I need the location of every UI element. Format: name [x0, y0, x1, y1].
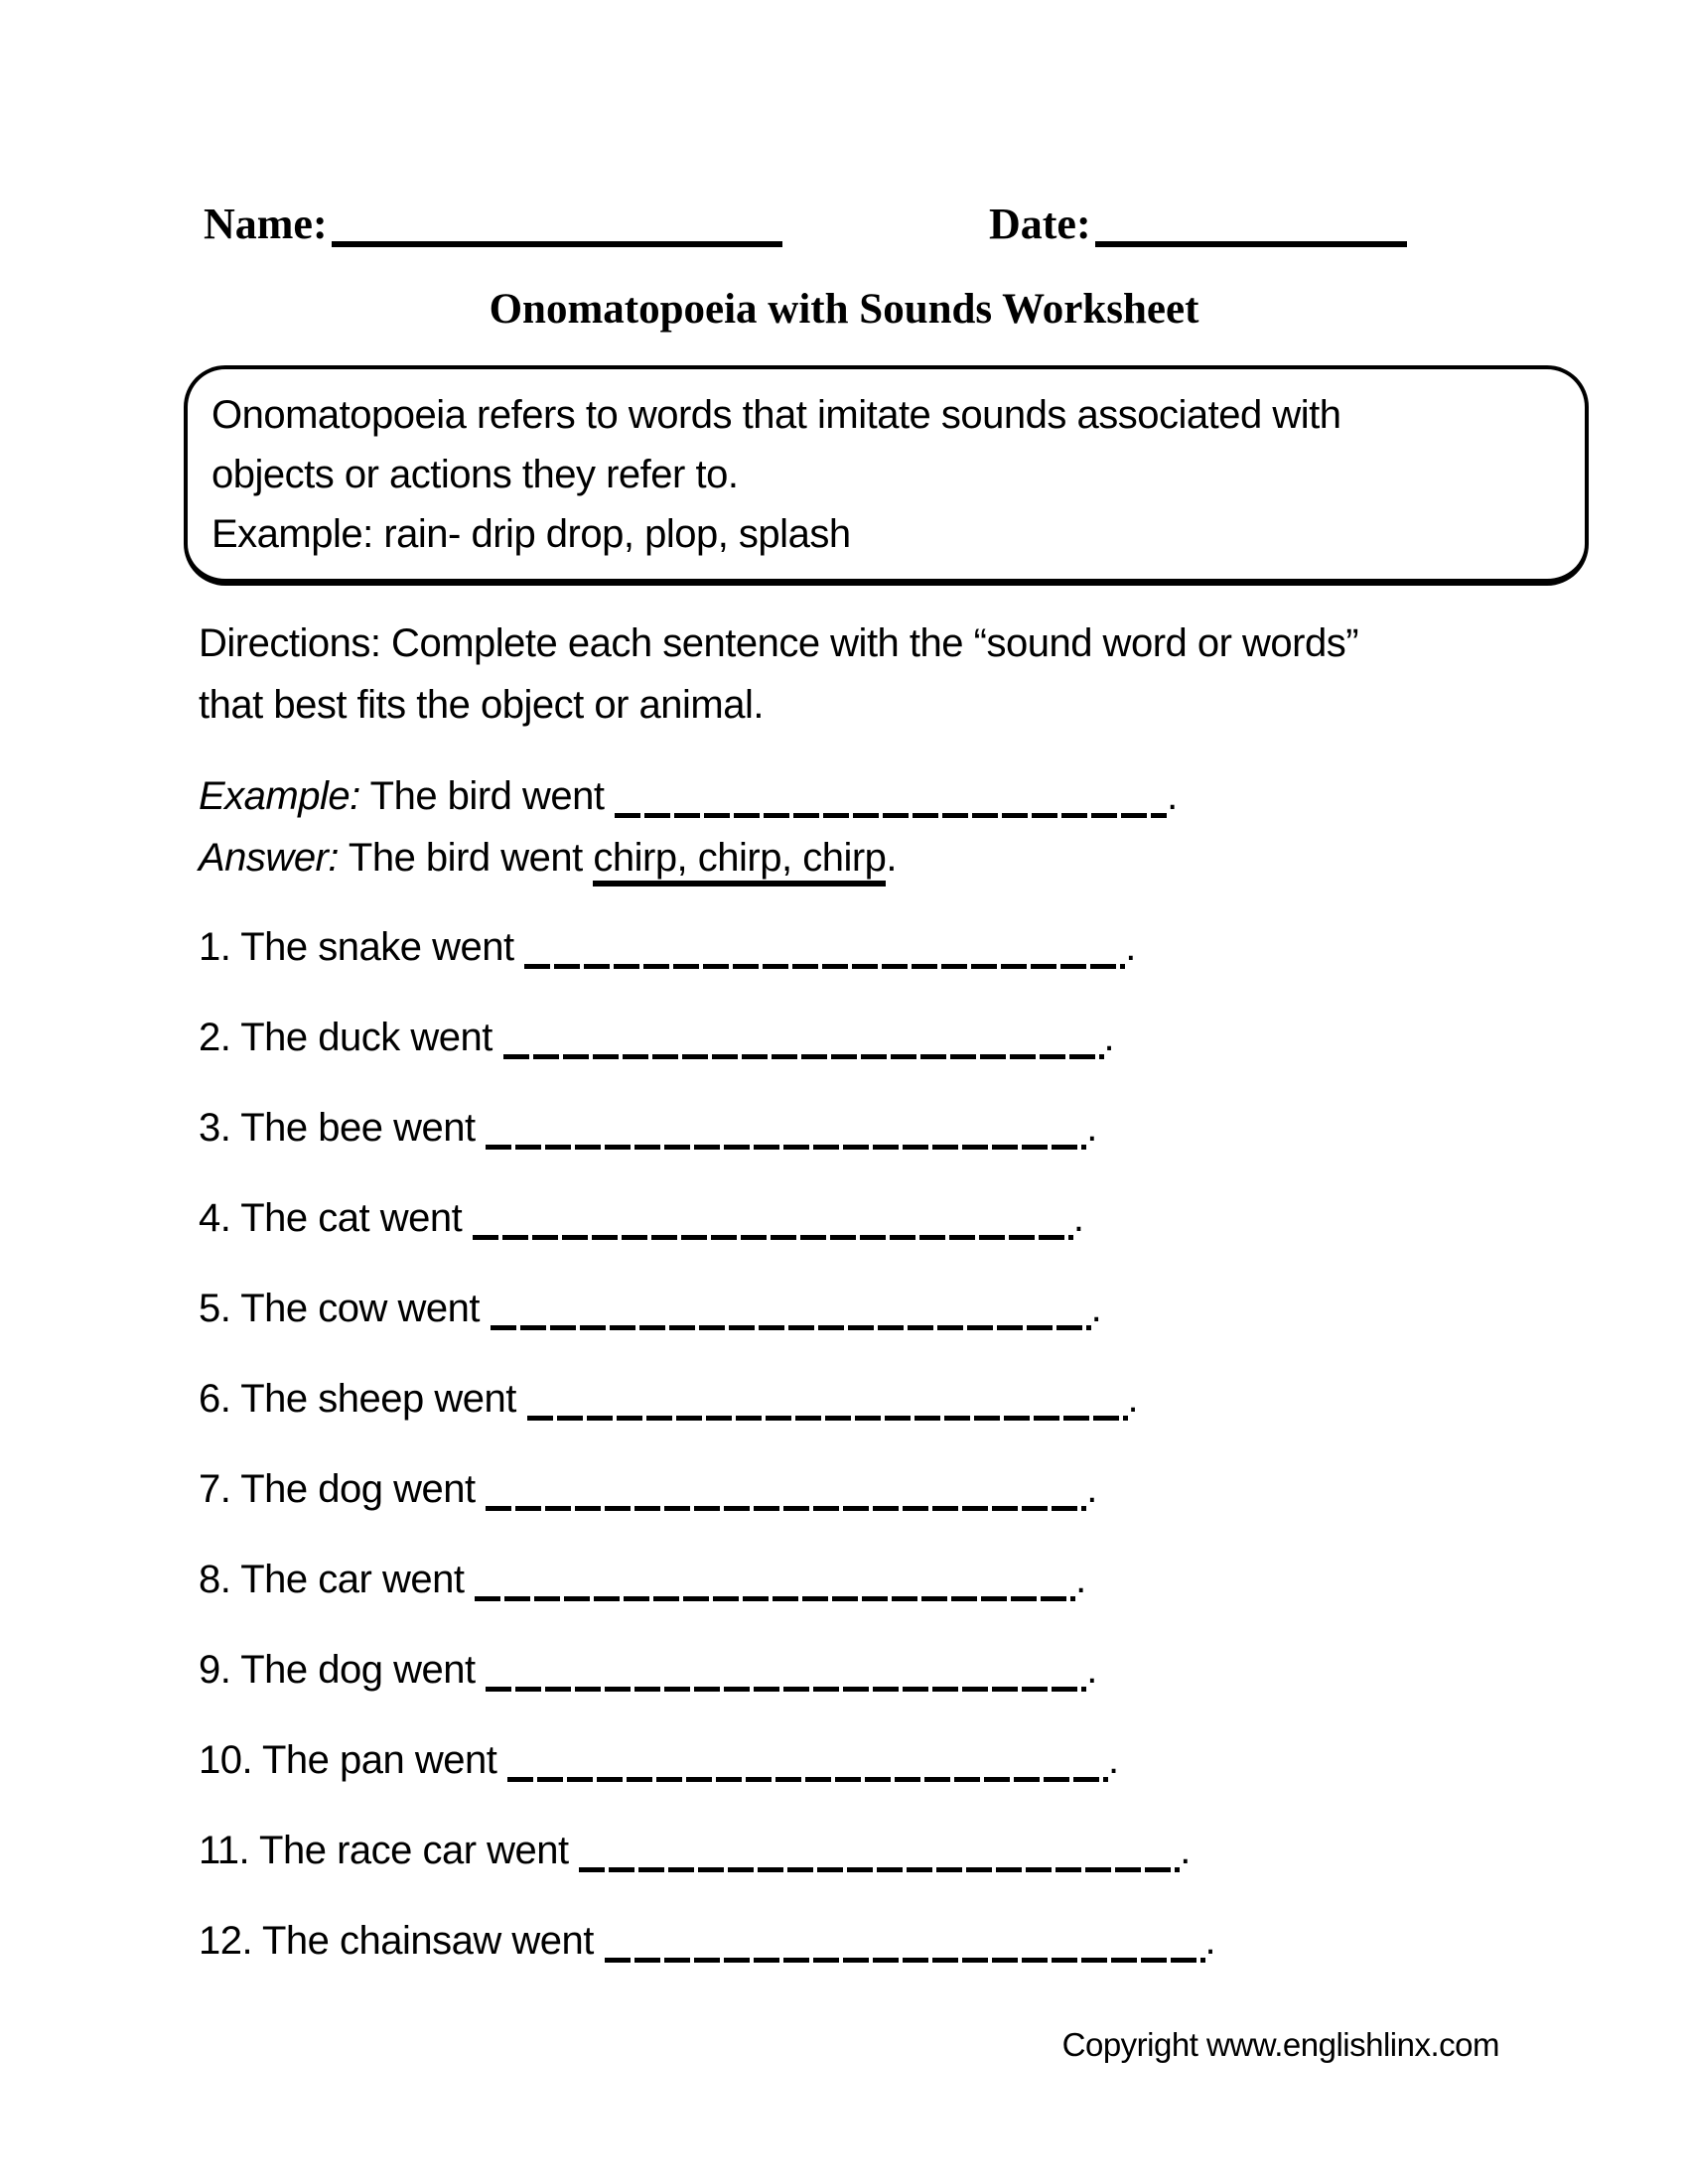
sentence-period: . — [1180, 1829, 1191, 1872]
sentence-period: . — [1086, 1648, 1097, 1692]
item-sentence: 9. The dog went — [199, 1648, 476, 1692]
directions-line-2: that best fits the object or animal. — [199, 683, 764, 727]
item-blank-line — [524, 964, 1125, 969]
item-blank-line — [491, 1325, 1091, 1330]
worksheet-title: Onomatopoeia with Sounds Worksheet — [489, 286, 1199, 333]
worksheet-item — [199, 1192, 1215, 1244]
item-sentence: 8. The car went — [199, 1558, 465, 1601]
item-sentence: 4. The cat went — [199, 1196, 463, 1240]
item-sentence: 10. The pan went — [199, 1738, 497, 1782]
directions — [199, 613, 1358, 736]
sentence-period: . — [1125, 925, 1136, 969]
item-sentence: 7. The dog went — [199, 1467, 476, 1511]
item-blank-line — [527, 1416, 1128, 1421]
sentence-period: . — [1086, 1467, 1097, 1511]
example-blank-line — [615, 813, 1167, 818]
item-blank-line — [579, 1867, 1180, 1872]
example-sentence: The bird went — [369, 774, 605, 818]
item-sentence: 11. The race car went — [199, 1829, 569, 1872]
worksheet-item — [199, 1825, 1215, 1876]
definition-line-1: Onomatopoeia refers to words that imitate sounds associated with — [211, 393, 1341, 437]
answer-sentence: The bird went — [348, 836, 583, 880]
worksheet-item — [199, 921, 1215, 973]
sentence-period: . — [1075, 1558, 1086, 1601]
answer-underlined-word: chirp, chirp, chirp — [593, 836, 886, 887]
definition-box — [184, 365, 1589, 586]
sentence-period: . — [1167, 774, 1178, 818]
worksheet-item — [199, 1554, 1215, 1605]
example-label: Example: — [199, 774, 360, 818]
date-blank-line — [1095, 241, 1407, 247]
item-blank-line — [473, 1235, 1073, 1240]
item-sentence: 6. The sheep went — [199, 1377, 516, 1421]
answer-label: Answer: — [199, 836, 339, 880]
name-field — [204, 199, 782, 250]
item-sentence: 5. The cow went — [199, 1287, 481, 1330]
sentence-period: . — [1204, 1919, 1216, 1963]
name-label: Name: — [204, 200, 328, 248]
sentence-period: . — [886, 836, 898, 880]
date-label: Date: — [989, 200, 1091, 248]
directions-line-1: Directions: Complete each sentence with the “sound word or words” — [199, 621, 1359, 665]
worksheet-item — [199, 1463, 1215, 1515]
worksheet-item — [199, 1644, 1215, 1696]
sentence-period: . — [1108, 1738, 1119, 1782]
item-blank-line — [605, 1958, 1205, 1963]
copyright-notice: Copyright www.englishlinx.com — [1061, 2026, 1499, 2063]
sentence-period: . — [1103, 1016, 1115, 1059]
item-blank-line — [486, 1506, 1086, 1511]
worksheet-item — [199, 1283, 1215, 1334]
item-blank-line — [486, 1145, 1086, 1150]
worksheet-item — [199, 1102, 1215, 1154]
example-line — [199, 770, 1178, 822]
definition-example-line: Example: rain- drip drop, plop, splash — [211, 512, 851, 556]
item-blank-line — [507, 1777, 1108, 1782]
sentence-period: . — [1072, 1196, 1084, 1240]
worksheet-item — [199, 1012, 1215, 1063]
item-sentence: 3. The bee went — [199, 1106, 476, 1150]
date-field — [989, 199, 1407, 250]
worksheet-item — [199, 1915, 1215, 1967]
item-blank-line — [486, 1687, 1086, 1692]
worksheet-item — [199, 1734, 1215, 1786]
item-sentence: 1. The snake went — [199, 925, 514, 969]
answer-line — [199, 832, 897, 884]
sentence-period: . — [1127, 1377, 1139, 1421]
worksheet-item — [199, 1373, 1215, 1425]
sentence-period: . — [1086, 1106, 1097, 1150]
item-sentence: 12. The chainsaw went — [199, 1919, 594, 1963]
definition-line-2: objects or actions they refer to. — [211, 453, 739, 496]
item-sentence: 2. The duck went — [199, 1016, 492, 1059]
item-blank-line — [503, 1054, 1104, 1059]
sentence-period: . — [1090, 1287, 1102, 1330]
item-blank-line — [475, 1596, 1075, 1601]
worksheet-items — [199, 921, 1215, 2005]
name-blank-line — [332, 241, 782, 247]
